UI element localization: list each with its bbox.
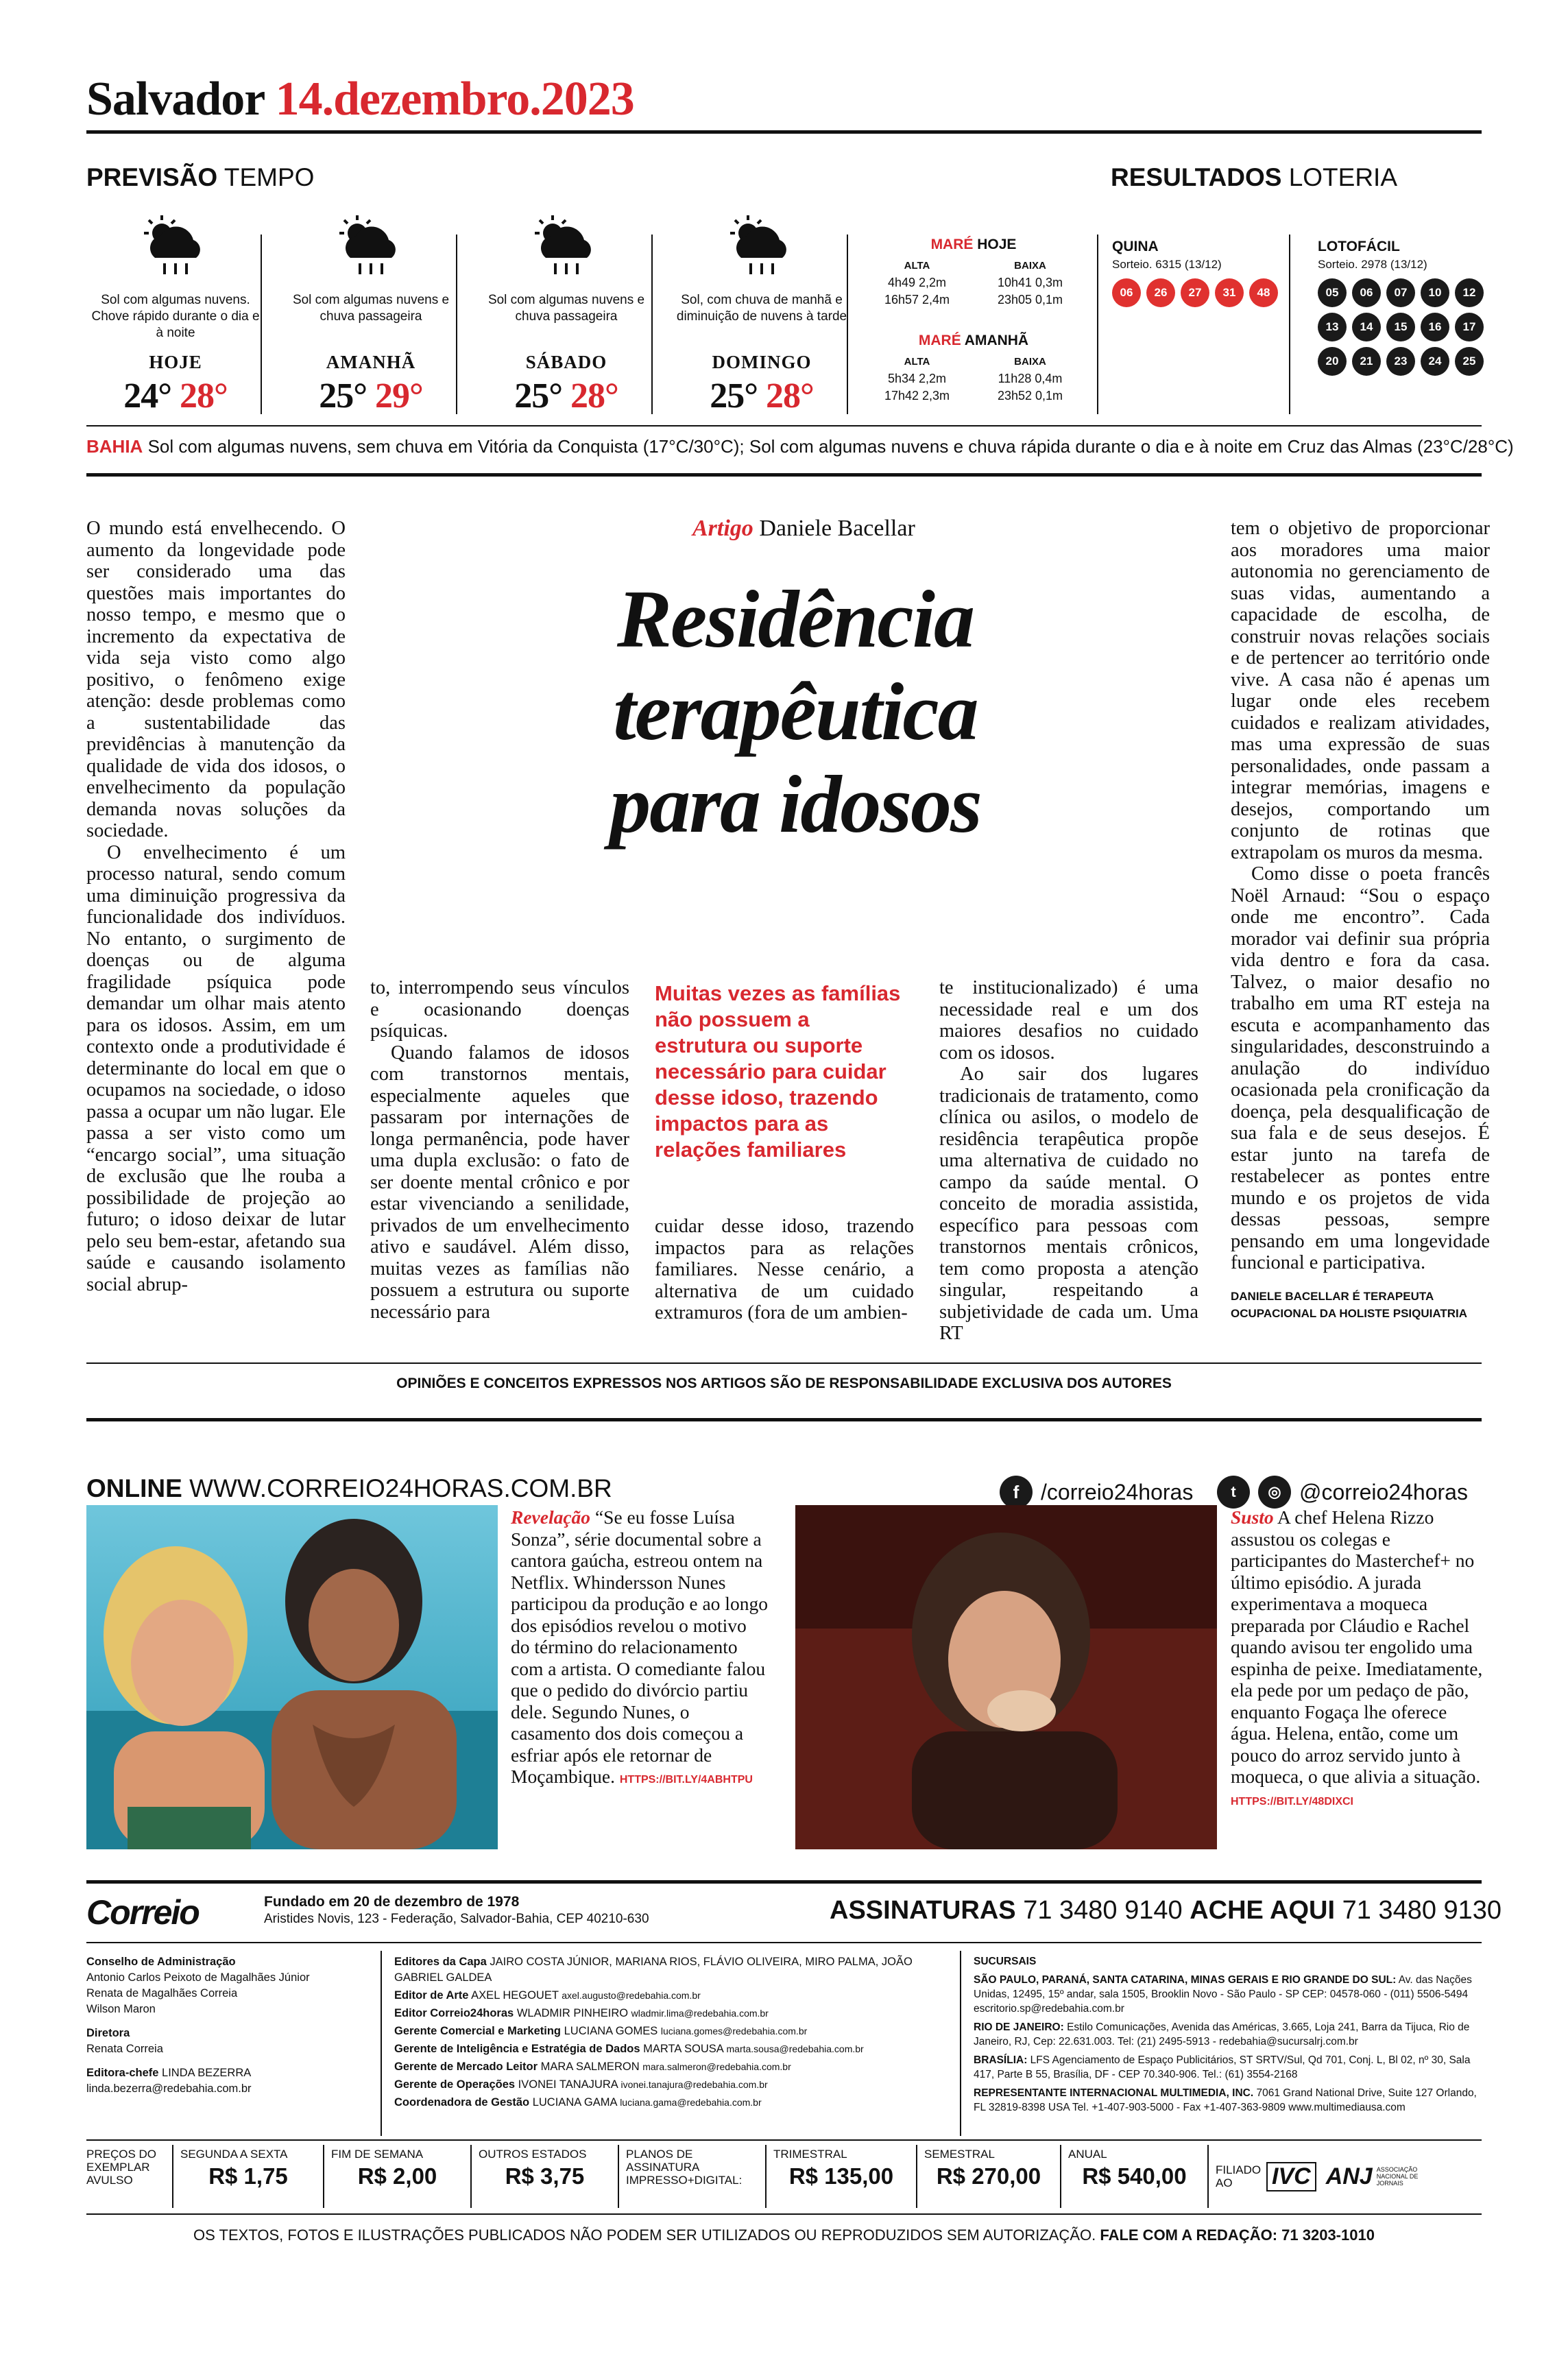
- price-value: R$ 540,00: [1082, 2163, 1187, 2189]
- opinion-disclaimer: OPINIÕES E CONCEITOS EXPRESSOS NOS ARTIGOS SÃO DE RESPONSABILIDADE EXCLUSIVA DOS AUTORES: [396, 1376, 1172, 1391]
- article-column-3: [655, 1216, 914, 1324]
- price-label: SEMESTRAL: [924, 2148, 995, 2161]
- price-cell: [618, 2145, 765, 2208]
- lottery-number: 27: [1181, 278, 1209, 307]
- founded-info: Fundado em 20 de dezembro de 1978 Aristides Novis, 123 - Federação, Salvador-Bahia, CEP 40210-630: [264, 1894, 649, 1926]
- price-cell: [470, 2145, 618, 2208]
- weather-description: Sol com algumas nuvens e chuva passageira: [292, 293, 450, 324]
- copyright-notice: OS TEXTOS, FOTOS E ILUSTRAÇÕES PUBLICADOS NÃO PODEM SER UTILIZADOS OU REPRODUZIDOS SEM AUTORIZAÇÃO. FALE COM A REDAÇÃO: 71 3203-1010: [193, 2226, 1375, 2244]
- paragraph: O mundo está envelhecendo. O aumento da longevidade pode ser considerado uma das questões mais importantes do nosso tempo, e mesmo que o incremento da expectativa de vida seja visto como algo positivo, o fenômeno exige atenção: desde problemas como a sustentabilidade das previdências à manutenção da qualidade de vida dos idosos, o envelhecimento da população demanda novas soluções da sociedade.: [86, 518, 346, 841]
- weather-temps: [477, 376, 655, 416]
- divider: [1097, 235, 1098, 414]
- branch-entry: REPRESENTANTE INTERNACIONAL MULTIMEDIA, INC. 7061 Grand National Drive, Suite 127 Orlando, FL 32819-8398 USA Tel. +1-407-903-5000 - Fax +1-407-363-9809 www.multimediausa.com: [974, 2087, 1477, 2113]
- price-cell: [172, 2145, 323, 2208]
- price-label: FIM DE SEMANA: [331, 2148, 424, 2161]
- lottery-number: 13: [1318, 313, 1347, 341]
- lottery-number: 05: [1318, 278, 1347, 307]
- sun-cloud-rain-icon: [525, 214, 607, 280]
- weather-temps: [86, 376, 265, 416]
- staff-entry: Editor de Arte AXEL HEGOUET axel.augusto@redebahia.com.br: [394, 1989, 701, 2002]
- tide-today: MARÉ HOJE ALTA BAIXA 4h49 2,2m 10h41 0,3m 16h57 2,4m 23h05 0,1m: [884, 237, 1063, 307]
- article-column-4: [939, 977, 1198, 1345]
- pull-quote: Muitas vezes as famílias não possuem a estrutura ou suporte necessário para cuidar desse idoso, trazendo impactos para as relações familiares: [655, 981, 901, 1162]
- price-table: [86, 2145, 1482, 2208]
- branch-entry: SÃO PAULO, PARANÁ, SANTA CATARINA, MINAS GERAIS E RIO GRANDE DO SUL: Av. das Nações Unidas, 12495, 15º andar, sala 1505, Brooklin Novo - São Paulo - SP CEP: 04578-060 - (011) 5506-5494 escritorio.sp@redebahia.com.br: [974, 1974, 1472, 2015]
- paragraph: O envelhecimento é um processo natural, sendo comum uma diminuição progressiva da funcionalidade dos indivíduos. No entanto, o surgimento de doenças ou de alguma fragilidade psíquica pode demandar um olhar mais atento para os idosos. Assim, em um contexto onde a produtividade é determinante do local em que o ocupamos na sociedade, o idoso passa a ocupar um não lugar. Ele passa a ser visto como um “encargo social”, uma situação de exclusão que lhe rouba a possibilidade de projeção ao futuro; o idoso deixar de lutar pelo seu bem-estar, afetando sua saúde e causando isolamento social abrup-: [86, 841, 346, 1295]
- temp-max: 29°: [375, 376, 423, 416]
- price-value: R$ 1,75: [208, 2163, 288, 2189]
- story-link[interactable]: HTTPS://BIT.LY/48DIXCI: [1231, 1795, 1353, 1807]
- rule: [86, 1942, 1482, 1943]
- weather-day: [477, 214, 655, 416]
- ivc-logo: IVC: [1266, 2162, 1316, 2191]
- lottery-number: 20: [1318, 347, 1347, 376]
- paragraph: cuidar desse idoso, trazendo impactos para as relações familiares. Nesse cenário, a alternativa de um cuidado extramuros (fora de um ambien-: [655, 1216, 914, 1323]
- staff-entry: Coordenadora de Gestão LUCIANA GAMA luciana.gama@redebahia.com.br: [394, 2096, 762, 2109]
- weather-day-name: AMANHÃ: [326, 352, 416, 372]
- lottery-number: 48: [1249, 278, 1278, 307]
- lottery-heading: RESULTADOS LOTERIA: [1111, 163, 1398, 191]
- branch-entry: RIO DE JANEIRO: Estilo Comunicações, Avenida das Américas, 3.665, Loja 241, Barra da Tijuca, Rio de Janeiro, RJ, Cep: 22.631.003. Tel: (21) 2495-5913 - redebahia@sucursalrj.com.br: [974, 2021, 1470, 2047]
- board-member: Antonio Carlos Peixoto de Magalhães Júnior: [86, 1971, 310, 1984]
- lottery-number: 21: [1352, 347, 1381, 376]
- facebook-icon: f: [1000, 1476, 1033, 1509]
- weather-day-name: DOMINGO: [712, 352, 812, 372]
- divider: [651, 235, 653, 414]
- dateline: [86, 72, 634, 127]
- weather-heading: PREVISÃO TEMPO: [86, 163, 315, 191]
- author-byline: DANIELE BACELLAR É TERAPEUTA OCUPACIONAL DA HOLISTE PSIQUIATRIA: [1231, 1290, 1468, 1320]
- paragraph: to, interrompendo seus vínculos e ocasionando doenças psíquicas.: [370, 977, 629, 1042]
- branches-block: SUCURSAIS SÃO PAULO, PARANÁ, SANTA CATARINA, MINAS GERAIS E RIO GRANDE DO SUL: Av. das Nações Unidas, 12495, 15º andar, sala 1505, Brooklin Novo - São Paulo - SP CEP: 04578-060 - (011) 5506-5494 escritorio.sp@redebahia.com.br RIO DE JANEIRO: Estilo Comunicações, Avenida das Américas, 3.665, Loja 241, Barra da Tijuca, Rio de Janeiro, RJ, Cep: 22.631.003. Tel: (21) 2495-5913 - redebahia@sucursalrj.com.br BRASÍLIA: LFS Agenciamento de Espaço Publicitários, ST SRTV/Sul, Qd 701, Conj. L, Bl 02, nº 30, Sala 417, Parte B 55, Brasília, DF - CEP 70.340-906. Tel.: (61) 3554-2168 REPRESENTANTE INTERNACIONAL MULTIMEDIA, INC. 7061 Grand National Drive, Suite 127 Orlando, FL 32819-8398 USA Tel. +1-407-903-5000 - Fax +1-407-363-9809 www.multimediausa.com: [974, 1954, 1481, 2115]
- lottery-number: 23: [1386, 347, 1415, 376]
- price-cell: [1060, 2145, 1207, 2208]
- temp-max: 28°: [180, 376, 228, 416]
- lottery-number: 06: [1352, 278, 1381, 307]
- paragraph: tem o objetivo de proporcionar aos moradores uma maior autonomia no gerenciamento de suas vidas, aumentando a capacidade de escolha, de construir novas relações sociais e de pertencer ao território onde vive. A casa não é apenas um lugar onde eles recebem cuidados e realizam atividades, mas uma expressão de suas personalidades, onde passam a integrar memórias, imagens e desejos, comportando um conjunto de rotinas que extrapolam os muros da mesma.: [1231, 518, 1490, 863]
- rule: [86, 1880, 1482, 1884]
- divider: [1289, 235, 1290, 414]
- weather-description: Sol com algumas nuvens e chuva passageira: [487, 293, 645, 324]
- lottery-number: 26: [1146, 278, 1175, 307]
- article-column-1: [86, 518, 346, 1295]
- paragraph: Como disse o poeta francês Noël Arnaud: “Sou o espaço onde me encontro”. Cada morador vai definir sua própria vida dentro e fora da casa. Talvez, o maior desafio no trabalho em uma RT esteja na escuta e acompanhamento das singularidades, desconstruindo a anulação do indivíduo ocasionada pela cronificação da doença, pela desqualificação de sua fala e de seus desejos. É estar junto na tarefa de restabelecer as pontes entre mundo e os projetos de vida dessas pessoas, sempre pensando em uma longevidade funcional e participativa.: [1231, 863, 1490, 1273]
- branch-entry: BRASÍLIA: LFS Agenciamento de Espaço Publicitários, ST SRTV/Sul, Qd 701, Conj. L, Bl 02, nº 30, Sala 417, Parte B 55, Brasília, DF - CEP 70.340-906. Tel.: (61) 3554-2168: [974, 2054, 1471, 2080]
- twitter-icon: t: [1217, 1476, 1250, 1509]
- price-label: PLANOS DE ASSINATURA IMPRESSO+DIGITAL:: [626, 2148, 743, 2187]
- weather-day-name: SÁBADO: [525, 352, 607, 372]
- correio-logo: Correio: [86, 1893, 199, 1932]
- lottery-number: 15: [1386, 313, 1415, 341]
- lottery-number: 24: [1421, 347, 1449, 376]
- weather-day: [282, 214, 460, 416]
- sun-cloud-rain-icon: [721, 214, 803, 280]
- rule: [86, 425, 1482, 427]
- rule: [86, 2139, 1482, 2141]
- temp-max: 28°: [766, 376, 814, 416]
- sun-cloud-rain-icon: [134, 214, 217, 280]
- price-value: R$ 2,00: [357, 2163, 437, 2189]
- lottery-number: 12: [1455, 278, 1484, 307]
- rule: [86, 1418, 1482, 1421]
- divider: [261, 235, 262, 414]
- staff-entry: Gerente de Mercado Leitor MARA SALMERON mara.salmeron@redebahia.com.br: [394, 2061, 791, 2073]
- weather-description: Sol com algumas nuvens. Chove rápido durante o dia e à noite: [91, 293, 260, 340]
- price-label: OUTROS ESTADOS: [479, 2148, 587, 2161]
- lottery-number: 10: [1421, 278, 1449, 307]
- temp-min: 25°: [514, 376, 562, 416]
- staff-block: [394, 1954, 943, 2113]
- board-block: Conselho de Administração Antonio Carlos Peixoto de Magalhães Júnior Renata de Magalhães Correia Wilson Maron Diretora Renata Correia Editora-chefe LINDA BEZERRA linda.bezerra@redebahia.com.br: [86, 1954, 374, 2097]
- price-value: R$ 3,75: [505, 2163, 585, 2189]
- story-susto: Susto A chef Helena Rizzo assustou os colegas e participantes do Masterchef+ no último episódio. A jurada experimentava a moqueca preparada por Cláudio e Rachel quando avisou ter engolido uma espinha de peixe. Imediatamente, ela pede por um pedaço de pão, enquanto Fogaça lhe oferece água. Helena, então, come um pouco do arroz servido junto à moqueca, o que alivia a situação. HTTPS://BIT.LY/48DIXCI: [1231, 1506, 1483, 1807]
- temp-max: 28°: [570, 376, 618, 416]
- weather-description: Sol, com chuva de manhã e diminuição de nuvens à tarde: [676, 293, 847, 324]
- site-url[interactable]: WWW.CORREIO24HORAS.COM.BR: [189, 1474, 612, 1502]
- lottery-number: 31: [1215, 278, 1244, 307]
- price-label: SEGUNDA A SEXTA: [180, 2148, 288, 2161]
- article-headline: Residência terapêutica para idosos: [610, 573, 981, 850]
- temp-min: 25°: [319, 376, 367, 416]
- staff-entry: Editor Correio24horas WLADMIR PINHEIRO wladmir.lima@redebahia.com.br: [394, 2007, 769, 2019]
- sun-cloud-rain-icon: [330, 214, 412, 280]
- price-cell: [916, 2145, 1060, 2208]
- weather-day: [86, 214, 265, 416]
- lotofacil-result: LOTOFÁCIL Sorteio. 2978 (13/12) 05 06 07 10 12 13 14 15 16 17 20 21 23 24 25: [1318, 239, 1489, 376]
- photo-couple: [86, 1505, 498, 1849]
- divider: [456, 235, 457, 414]
- facebook-link[interactable]: f /correio24horas: [1000, 1476, 1193, 1509]
- weather-temps: [673, 376, 851, 416]
- price-label: PREÇOS DO EXEMPLAR AVULSO: [86, 2148, 157, 2187]
- paragraph: Ao sair dos lugares tradicionais de tratamento, como clínica ou asilos, o modelo de residência terapêutica propõe uma alternativa de cuidado no campo da saúde mental. O conceito de moradia assistida, específico para pessoas com transtornos mentais crônicos, tem como proposta a atenção singular, respeitando a subjetividade de cada um. Uma RT: [939, 1064, 1198, 1344]
- rule: [86, 2213, 1482, 2215]
- anj-logo: ANJ ASSOCIAÇÃO NACIONAL DE JORNAIS: [1325, 2163, 1419, 2189]
- date: 14.dezembro.2023: [275, 73, 634, 125]
- divider: [847, 235, 848, 414]
- lottery-number: 07: [1386, 278, 1415, 307]
- price-value: R$ 270,00: [936, 2163, 1041, 2189]
- board-member: Renata de Magalhães Correia: [86, 1987, 238, 1999]
- rule: [86, 473, 1482, 477]
- lottery-number: 06: [1112, 278, 1141, 307]
- article-kicker: Artigo Daniele Bacellar: [692, 516, 915, 541]
- photo-chef: [795, 1505, 1217, 1849]
- article-column-2: [370, 977, 629, 1323]
- price-cell: FILIADO AO IVC ANJ ASSOCIAÇÃO NACIONAL DE JORNAIS: [1207, 2145, 1482, 2208]
- staff-entry: Gerente de Operações IVONEI TANAJURA ivonei.tanajura@redebahia.com.br: [394, 2078, 768, 2091]
- instagram-icon: ◎: [1258, 1476, 1291, 1509]
- paragraph: Quando falamos de idosos com transtornos mentais, especialmente aqueles que passaram por internações de longa permanência, pode haver uma dupla exclusão: o fato de ser doente mental crônico e por estar vivenciando a senilidade, privados de um envelhecimento ativo e saudável. Além disso, muitas vezes as famílias não possuem a estrutura ou suporte necessário para: [370, 1042, 629, 1323]
- city: Salvador: [86, 73, 265, 125]
- temp-min: 24°: [123, 376, 171, 416]
- staff-entry: Gerente Comercial e Marketing LUCIANA GOMES luciana.gomes@redebahia.com.br: [394, 2025, 808, 2037]
- social-handle[interactable]: t ◎ @correio24horas: [1217, 1476, 1468, 1509]
- price-label: TRIMESTRAL: [773, 2148, 847, 2161]
- divider: [960, 1951, 961, 2136]
- board-member: Wilson Maron: [86, 2003, 156, 2015]
- subscription-phones: ASSINATURAS 71 3480 9140 ACHE AQUI 71 3480 9130: [830, 1896, 1502, 1925]
- weather-day: [673, 214, 851, 416]
- article-column-5: [1231, 518, 1490, 1274]
- header-rule: [86, 130, 1482, 134]
- paragraph: te institucionalizado) é uma necessidade real e um dos maiores desafios no cuidado com os idosos.: [939, 977, 1198, 1064]
- online-heading: ONLINE WWW.CORREIO24HORAS.COM.BR: [86, 1474, 612, 1502]
- staff-entry: Gerente de Inteligência e Estratégia de Dados MARTA SOUSA marta.sousa@redebahia.com.br: [394, 2043, 864, 2055]
- divider: [381, 1951, 382, 2136]
- price-label: ANUAL: [1068, 2148, 1107, 2161]
- lottery-number: 17: [1455, 313, 1484, 341]
- price-cell: [765, 2145, 916, 2208]
- story-link[interactable]: HTTPS://BIT.LY/4ABHTPU: [619, 1774, 753, 1786]
- quina-result: QUINA Sorteio. 6315 (13/12) 06 26 27 31 48: [1112, 239, 1283, 307]
- lottery-number: 25: [1455, 347, 1484, 376]
- price-cell: [86, 2145, 172, 2208]
- bahia-forecast: BAHIA Sol com algumas nuvens, sem chuva em Vitória da Conquista (17°C/30°C); Sol com algumas nuvens e chuva rápida durante o dia e à noite em Cruz das Almas (23°C/28°C): [86, 436, 1514, 457]
- story-revelacao: Revelação “Se eu fosse Luísa Sonza”, série documental sobre a cantora gaúcha, estreou ontem na Netflix. Whindersson Nunes participou da produção e ao longo dos episódios revelou o motivo do término do relacionamento com a artista. O comediante falou que o pedido do divórcio partiu dele. Segundo Nunes, o casamento dos dois começou a esfriar após ele retornar de Moçambique. HTTPS://BIT.LY/4ABHTPU: [511, 1506, 768, 1787]
- price-value: R$ 135,00: [788, 2163, 894, 2189]
- temp-min: 25°: [710, 376, 758, 416]
- rule: [86, 1362, 1482, 1364]
- lottery-number: 14: [1352, 313, 1381, 341]
- lottery-number: 16: [1421, 313, 1449, 341]
- price-cell: [323, 2145, 470, 2208]
- staff-entry: Editores da Capa JAIRO COSTA JÚNIOR, MARIANA RIOS, FLÁVIO OLIVEIRA, MIRO PALMA, JOÃO GABRIEL GALDEA: [394, 1956, 913, 1984]
- weather-temps: [282, 376, 460, 416]
- weather-day-name: HOJE: [149, 352, 202, 372]
- tide-tomorrow: MARÉ AMANHÃ ALTA BAIXA 5h34 2,2m 11h28 0,4m 17h42 2,3m 23h52 0,1m: [884, 333, 1063, 403]
